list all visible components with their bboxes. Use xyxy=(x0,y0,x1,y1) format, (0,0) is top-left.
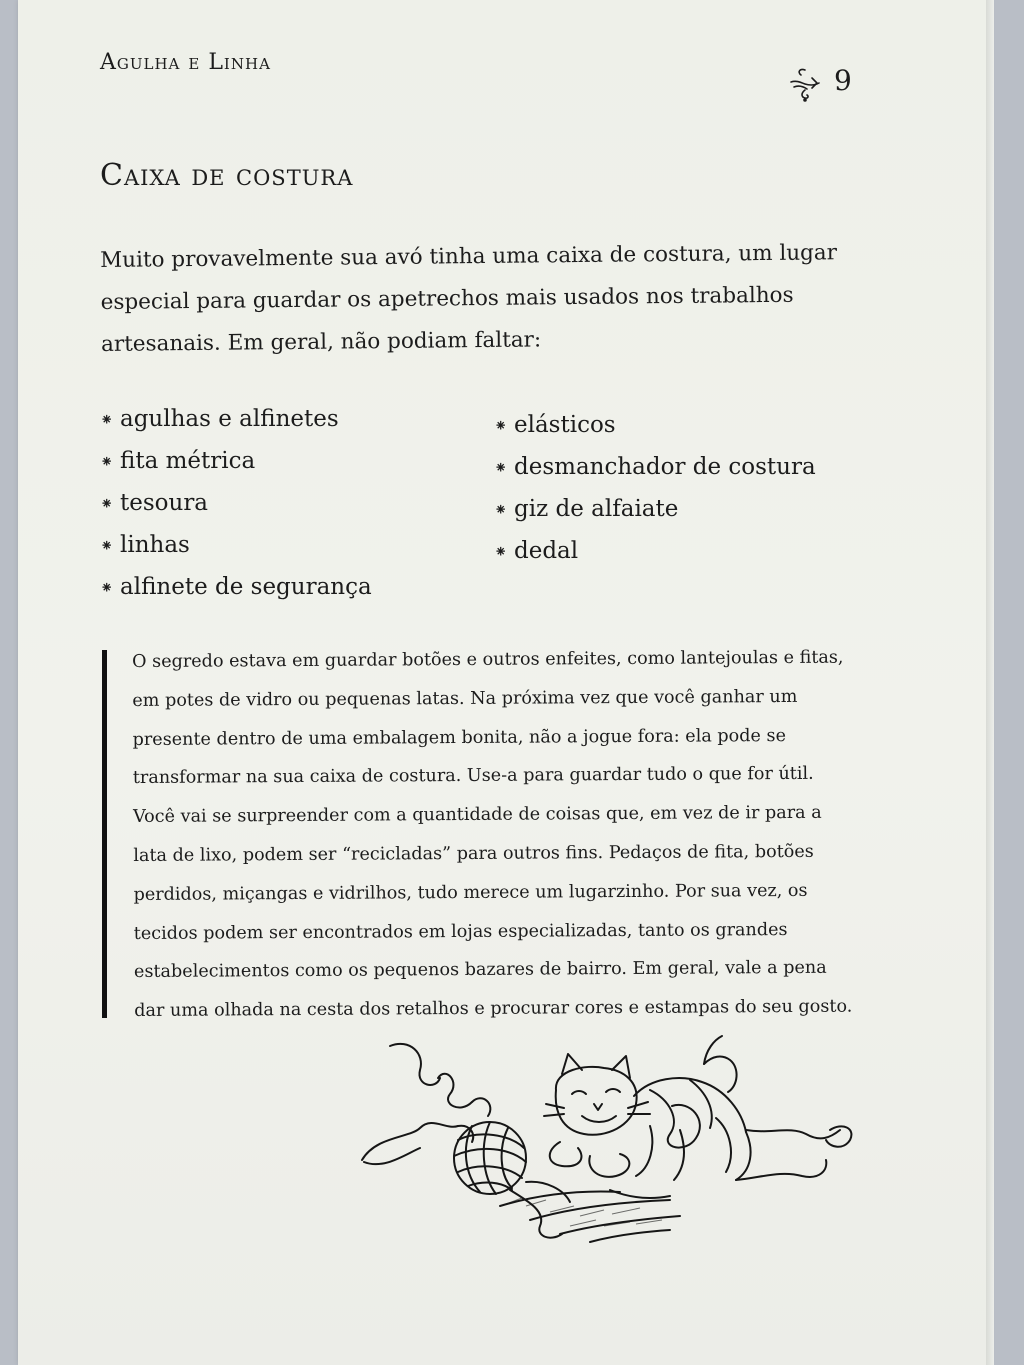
page-edge xyxy=(986,0,994,1365)
list-item xyxy=(494,489,816,531)
page-number: 9 xyxy=(834,64,852,97)
list-item-label: desmanchador de costura xyxy=(514,454,816,480)
list-item-label: giz de alfaiate xyxy=(514,496,679,522)
list-item-label: fita métrica xyxy=(120,448,256,474)
cat-with-yarn-ball-illustration-icon xyxy=(350,1030,860,1250)
sidebar-paragraph: O segredo estava em guardar botões e outros enfeites, como lantejoulas e fitas, em potes de vidro ou pequenas latas. Na próxima vez que você ganhar um presente dentro de uma embalagem bonita, não a jogue fora: ela pode se transformar na sua caixa de costura. Use-a para guardar tudo o que for útil. Você vai se surpreender com a quantidade de coisas que, em vez de ir para a lata de lixo, podem ser “recicladas” para outros fins. Pedaços de fita, botões perdidos, miçangas e vidrilhos, tudo merece um lugarzinho. Por sua vez, os tecidos podem ser encontrados em lojas especializadas, tanto os grandes estabelecimentos como os pequenos bazares de bairro. Em geral, vale a pena dar uma olhada na cesta dos retalhos e procurar cores e estampas do seu gosto. xyxy=(132,647,853,1022)
asterisk-bullet-icon: ⁕ xyxy=(100,536,114,555)
list-item xyxy=(100,441,372,483)
asterisk-bullet-icon: ⁕ xyxy=(100,578,114,597)
asterisk-bullet-icon: ⁕ xyxy=(494,500,508,519)
list-item-label: dedal xyxy=(514,538,579,564)
list-item xyxy=(100,483,372,525)
list-item xyxy=(100,525,372,567)
list-item xyxy=(100,567,372,609)
asterisk-bullet-icon: ⁕ xyxy=(494,458,508,477)
asterisk-bullet-icon: ⁕ xyxy=(494,416,508,435)
list-item-label: linhas xyxy=(120,532,190,558)
fleuron-ornament-icon xyxy=(788,64,822,104)
list-item-label: elásticos xyxy=(514,412,616,438)
supplies-list-left xyxy=(100,399,372,609)
list-item-label: alfinete de segurança xyxy=(120,574,372,600)
list-item xyxy=(494,405,816,447)
intro-paragraph: Muito provavelmente sua avó tinha uma caixa de costura, um lugar especial para guardar os apetrechos mais usados nos trabalhos artesanais. Em geral, não podiam faltar: xyxy=(100,240,838,357)
sidebar-rule xyxy=(102,650,107,1018)
asterisk-bullet-icon: ⁕ xyxy=(494,542,508,561)
asterisk-bullet-icon: ⁕ xyxy=(100,494,114,513)
section-title: Caixa de costura xyxy=(100,158,354,193)
list-item-label: agulhas e alfinetes xyxy=(120,406,339,432)
list-item xyxy=(494,531,816,573)
running-head: Agulha e Linha xyxy=(100,50,271,75)
list-item xyxy=(100,399,372,441)
supplies-list-right xyxy=(494,405,816,573)
list-item-label: tesoura xyxy=(120,490,209,516)
asterisk-bullet-icon: ⁕ xyxy=(100,410,114,429)
asterisk-bullet-icon: ⁕ xyxy=(100,452,114,471)
list-item xyxy=(494,447,816,489)
